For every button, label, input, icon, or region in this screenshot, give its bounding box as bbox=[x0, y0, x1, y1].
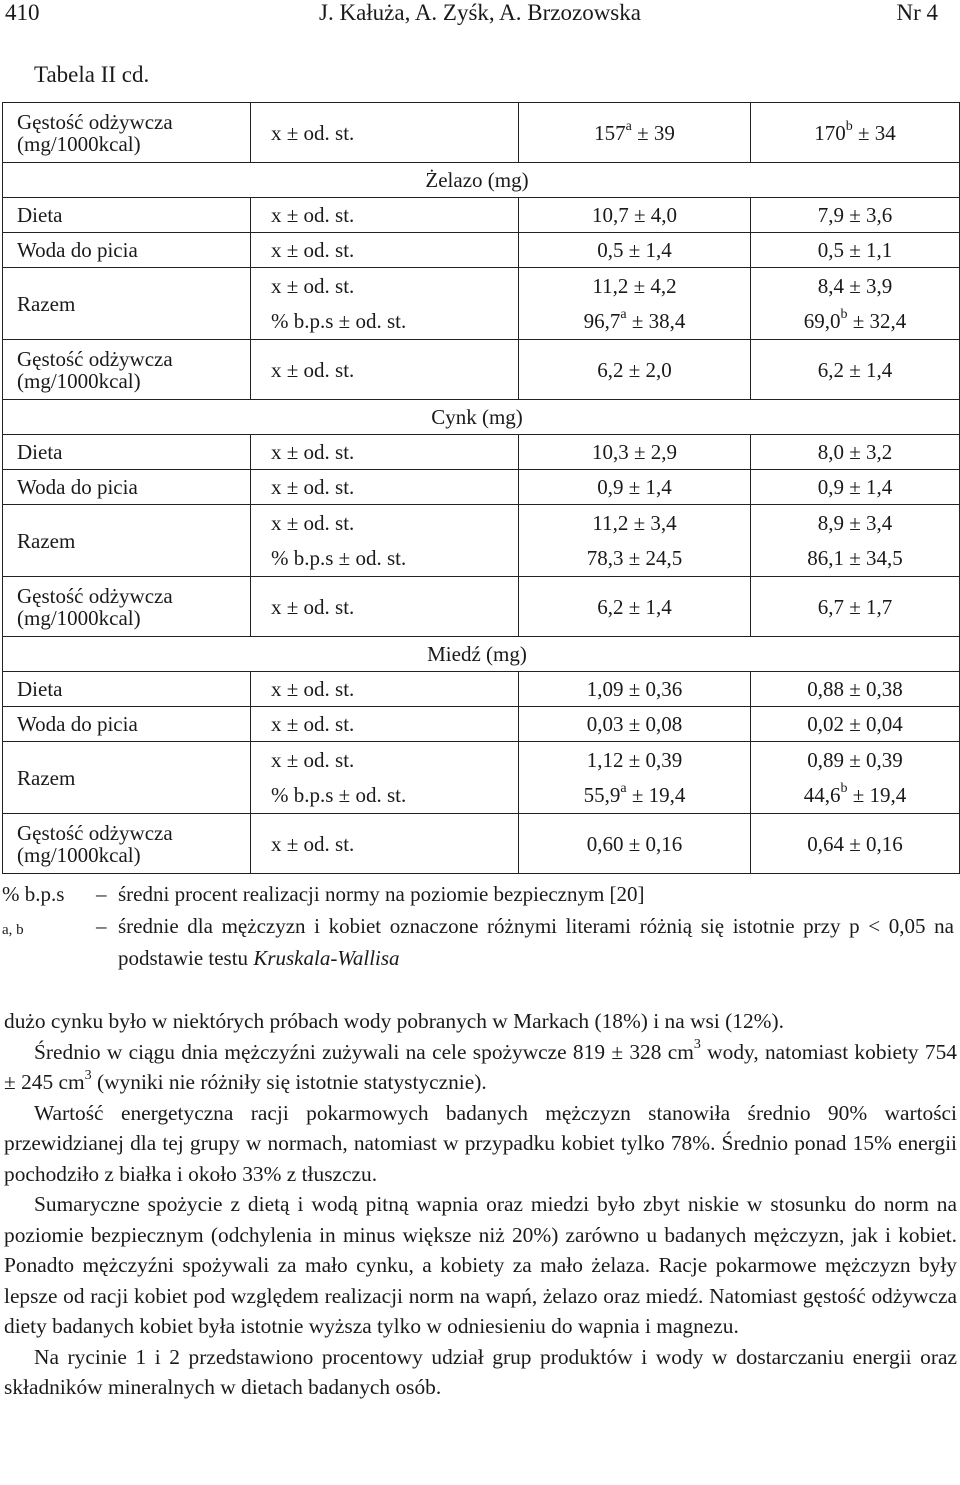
women-value: 86,1 ± 34,5 bbox=[751, 541, 960, 577]
note-ab bbox=[2, 910, 960, 974]
stat-type: x ± od. st. bbox=[251, 435, 519, 470]
row-label: Woda do picia bbox=[3, 707, 251, 742]
men-value: 0,03 ± 0,08 bbox=[519, 707, 751, 742]
women-value: 0,5 ± 1,1 bbox=[751, 233, 960, 268]
row-label: Razem bbox=[3, 742, 251, 814]
note-text: średni procent realizacji normy na poziomie bezpiecznym [20] bbox=[118, 882, 645, 906]
table-row bbox=[3, 742, 960, 778]
note-key: a, b bbox=[2, 922, 24, 938]
men-value: 0,9 ± 1,4 bbox=[519, 470, 751, 505]
men-value: 6,2 ± 1,4 bbox=[519, 577, 751, 637]
section-title bbox=[3, 400, 960, 435]
page-header bbox=[0, 0, 960, 28]
table-row bbox=[3, 103, 960, 163]
stat-type: % b.p.s ± od. st. bbox=[251, 778, 519, 814]
stat-type: x ± od. st. bbox=[251, 103, 519, 163]
paragraph: Sumaryczne spożycie z dietą i wodą pitną wapnia oraz miedzi było zbyt niskie w stosunku do norm na poziomie bezpiecznym (odchylenia in minus większe niż 20%) zarówno u badanych mężczyzn, jak i kobiet. Ponadto mężczyźni spożywali za mało cynku, a kobiety za mało żelaza. Racje pokarmowe mężczyzn były lepsze od racji kobiet pod względem realizacji norm na wapń, żelazo oraz miedź. Natomiast gęstość odżywcza diety badanych kobiet była istotnie wyższa tylko w odniesieniu do wapnia i magnezu. bbox=[4, 1192, 957, 1338]
row-label: Woda do picia bbox=[3, 233, 251, 268]
table-row bbox=[3, 707, 960, 742]
note-text bbox=[118, 910, 954, 974]
table-title: Tabela II cd. bbox=[34, 62, 150, 87]
stat-type: x ± od. st. bbox=[251, 340, 519, 400]
men-value: 11,2 ± 3,4 bbox=[519, 505, 751, 541]
body-text bbox=[4, 1006, 957, 1403]
stat-type: x ± od. st. bbox=[251, 505, 519, 541]
women-value: 0,88 ± 0,38 bbox=[751, 672, 960, 707]
men-value: 0,60 ± 0,16 bbox=[519, 814, 751, 874]
note-text-main: średnie dla mężczyzn i kobiet oznaczone różnymi literami różnią się istotnie przy p < 0,05 na podstawie testu bbox=[118, 914, 954, 970]
men-value: 11,2 ± 4,2 bbox=[519, 268, 751, 304]
men-value: $157^a \pm 39$ bbox=[519, 103, 751, 163]
women-value: 0,64 ± 0,16 bbox=[751, 814, 960, 874]
women-value: 0,89 ± 0,39 bbox=[751, 742, 960, 778]
row-label: Woda do picia bbox=[3, 470, 251, 505]
table-row bbox=[3, 505, 960, 541]
row-label: Dieta bbox=[3, 672, 251, 707]
row-label: Gęstość odżywcza (mg/1000kcal) bbox=[3, 814, 251, 874]
men-value: 1,09 ± 0,36 bbox=[519, 672, 751, 707]
paragraph: dużo cynku było w niektórych próbach wody pobranych w Markach (18%) i na wsi (12%). bbox=[4, 1009, 784, 1033]
men-value: 10,7 ± 4,0 bbox=[519, 198, 751, 233]
section-header bbox=[3, 163, 960, 198]
women-value: 8,4 ± 3,9 bbox=[751, 268, 960, 304]
row-label: Gęstość odżywcza (mg/1000kcal) bbox=[3, 103, 251, 163]
page-number: 410 bbox=[5, 0, 40, 25]
women-value: 8,9 ± 3,4 bbox=[751, 505, 960, 541]
women-value: $170^b \pm 34$ bbox=[751, 103, 960, 163]
nutrient-table bbox=[2, 102, 960, 874]
running-authors: J. Kałuża, A. Zyśk, A. Brzozowska bbox=[319, 0, 641, 25]
stat-type: x ± od. st. bbox=[251, 742, 519, 778]
table-row bbox=[3, 672, 960, 707]
stat-type: % b.p.s ± od. st. bbox=[251, 304, 519, 340]
men-value: 6,2 ± 2,0 bbox=[519, 340, 751, 400]
men-value: 96,7$^a$ ± 38,4 bbox=[519, 304, 751, 340]
stat-type: x ± od. st. bbox=[251, 470, 519, 505]
test-name: Kruskala-Wallisa bbox=[253, 946, 400, 970]
men-value: 1,12 ± 0,39 bbox=[519, 742, 751, 778]
table-row bbox=[3, 814, 960, 874]
note-key: % b.p.s bbox=[2, 882, 65, 906]
section-name: Cynk (mg) bbox=[431, 405, 523, 429]
women-value: 0,9 ± 1,4 bbox=[751, 470, 960, 505]
table-row bbox=[3, 340, 960, 400]
men-value: 78,3 ± 24,5 bbox=[519, 541, 751, 577]
paragraph: Wartość energetyczna racji pokarmowych badanych mężczyzn stanowiła średnio 90% wartości przewidzianej dla tej grupy w normach, natomiast w przypadku kobiet tylko 78%. Średnio ponad 15% energii pochodziło z białka i około 33% z tłuszczu. bbox=[4, 1100, 957, 1186]
paragraph: Na rycinie 1 i 2 przedstawiono procentowy udział grup produktów i wody w dostarczaniu energii oraz składników mineralnych w dietach badanych osób. bbox=[4, 1344, 957, 1399]
women-value: 44,6$^b$ ± 19,4 bbox=[751, 778, 960, 814]
table-row bbox=[3, 268, 960, 304]
table-row bbox=[3, 198, 960, 233]
section-title bbox=[3, 163, 960, 198]
women-value: 8,0 ± 3,2 bbox=[751, 435, 960, 470]
section-header bbox=[3, 400, 960, 435]
table-row bbox=[3, 577, 960, 637]
women-value: 69,0$^b$ ± 32,4 bbox=[751, 304, 960, 340]
row-label: Razem bbox=[3, 505, 251, 577]
women-value: 6,7 ± 1,7 bbox=[751, 577, 960, 637]
row-label: Dieta bbox=[3, 435, 251, 470]
table-row bbox=[3, 470, 960, 505]
women-value: 0,02 ± 0,04 bbox=[751, 707, 960, 742]
men-value: 0,5 ± 1,4 bbox=[519, 233, 751, 268]
stat-type: % b.p.s ± od. st. bbox=[251, 541, 519, 577]
stat-type: x ± od. st. bbox=[251, 268, 519, 304]
section-name: Żelazo (mg) bbox=[425, 168, 529, 192]
stat-type: x ± od. st. bbox=[251, 198, 519, 233]
women-value: 6,2 ± 1,4 bbox=[751, 340, 960, 400]
women-value: 7,9 ± 3,6 bbox=[751, 198, 960, 233]
stat-type: x ± od. st. bbox=[251, 814, 519, 874]
note-dash: – bbox=[96, 914, 107, 938]
men-value: 55,9$^a$ ± 19,4 bbox=[519, 778, 751, 814]
section-header bbox=[3, 637, 960, 672]
stat-type: x ± od. st. bbox=[251, 577, 519, 637]
stat-type: x ± od. st. bbox=[251, 672, 519, 707]
section-title bbox=[3, 637, 960, 672]
note-dash: – bbox=[96, 882, 107, 906]
row-label: Dieta bbox=[3, 198, 251, 233]
section-name: Miedź (mg) bbox=[427, 642, 527, 666]
note-bps bbox=[2, 878, 960, 910]
men-value: 10,3 ± 2,9 bbox=[519, 435, 751, 470]
paragraph: Średnio w ciągu dnia mężczyźni zużywali na cele spożywcze 819 ± 328 $cm^3$ wody, natomiast kobiety 754 ± 245 $cm^3$ (wyniki nie różniły się istotnie statystycznie). bbox=[4, 1037, 957, 1094]
table-row bbox=[3, 233, 960, 268]
table-notes bbox=[2, 878, 960, 974]
row-label: Razem bbox=[3, 268, 251, 340]
row-label: Gęstość odżywcza (mg/1000kcal) bbox=[3, 577, 251, 637]
table-row bbox=[3, 435, 960, 470]
issue-number: Nr 4 bbox=[896, 0, 938, 25]
stat-type: x ± od. st. bbox=[251, 707, 519, 742]
row-label: Gęstość odżywcza (mg/1000kcal) bbox=[3, 340, 251, 400]
stat-type: x ± od. st. bbox=[251, 233, 519, 268]
